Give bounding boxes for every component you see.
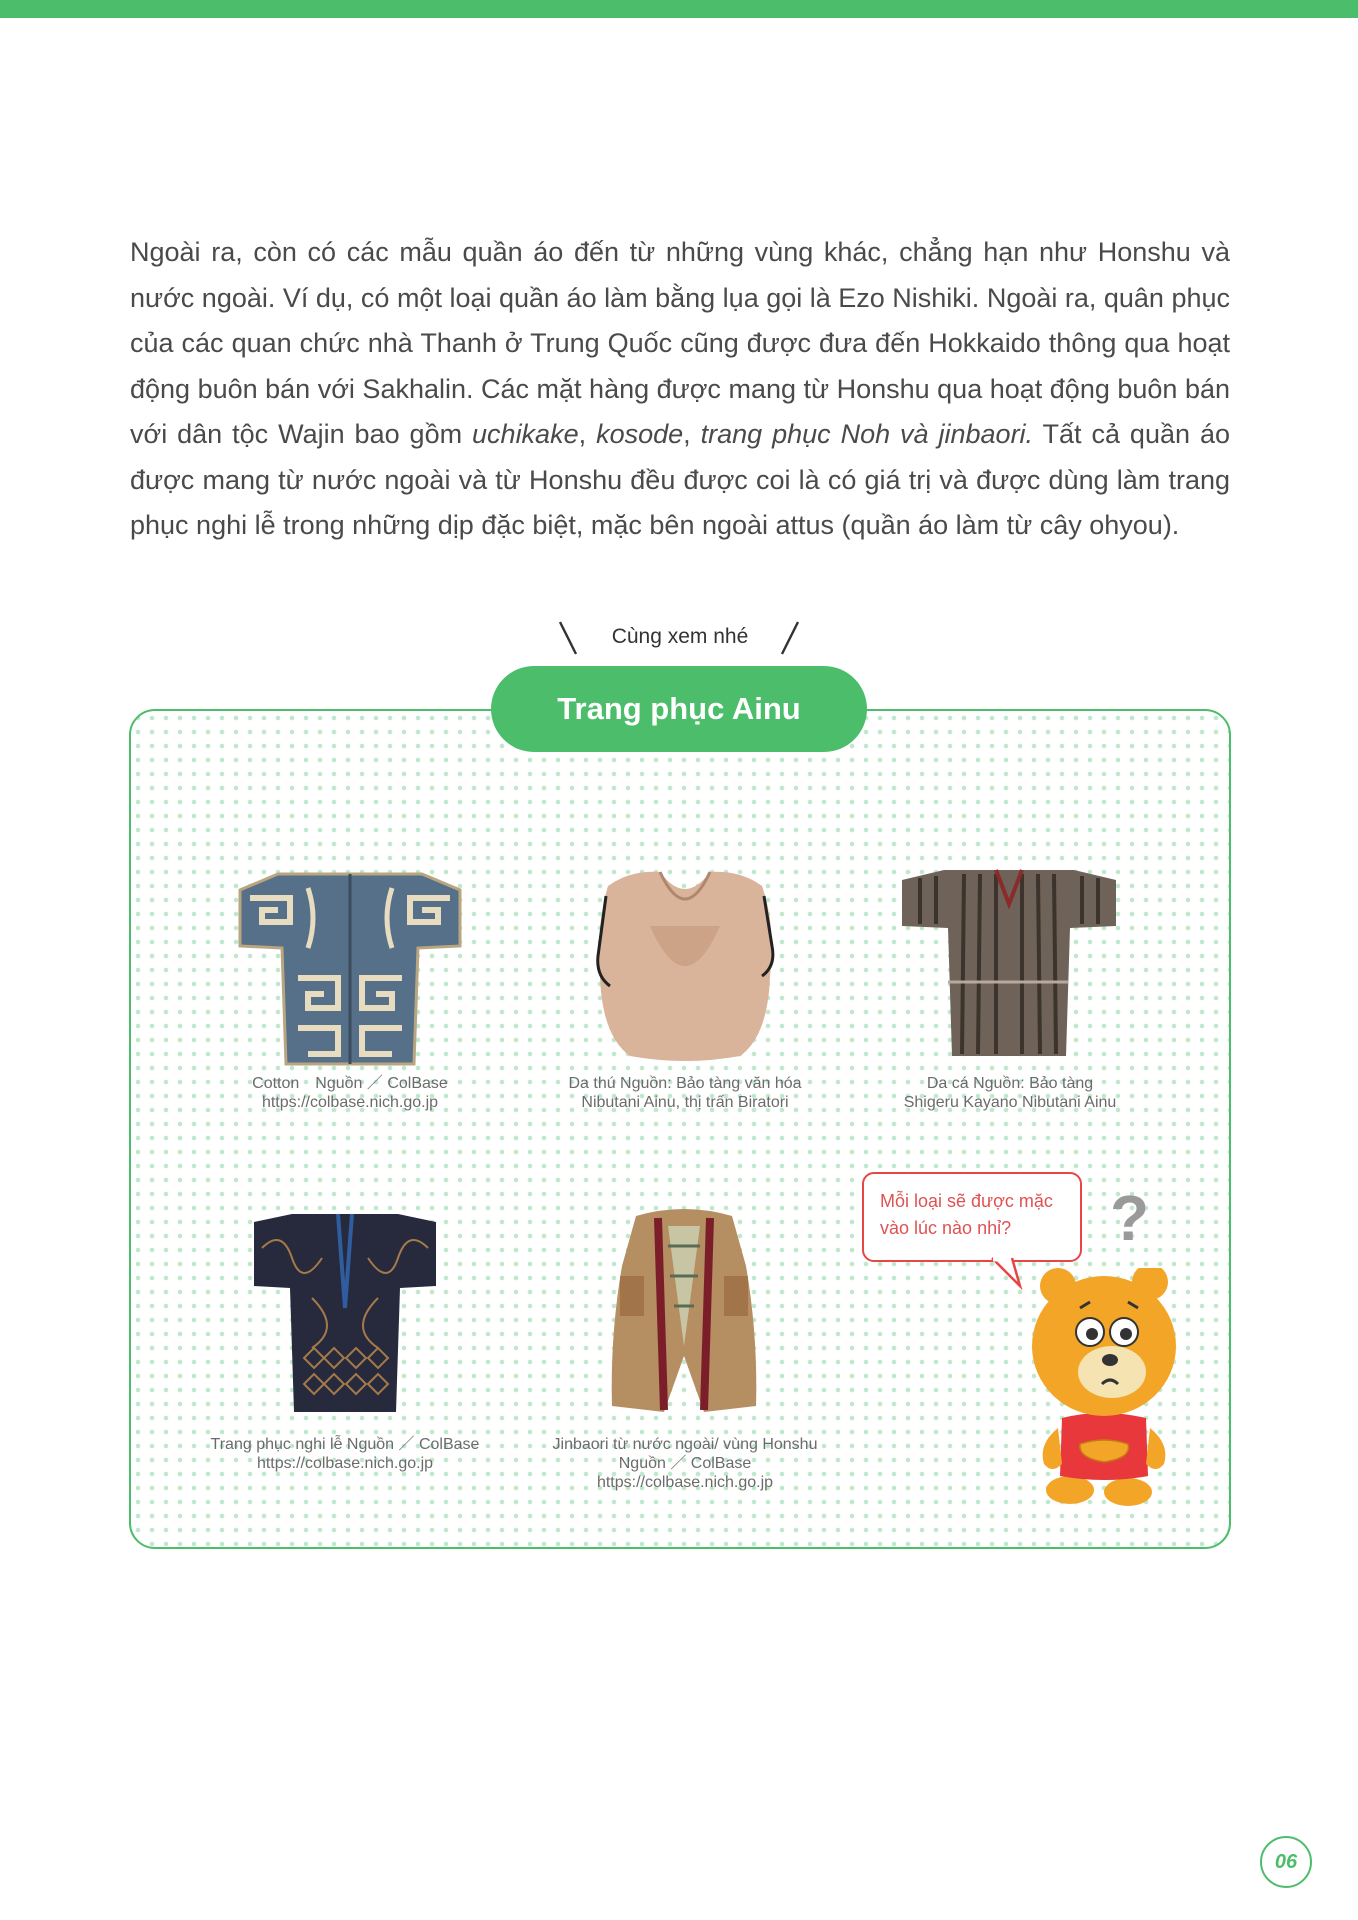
ceremonial-caption: Trang phục nghi lễ Nguồn ／ ColBase https://colbase.nich.go.jp <box>210 1436 480 1472</box>
body-paragraph: Ngoài ra, còn có các mẫu quần áo đến từ những vùng khác, chẳng hạn như Honshu và nước ngoài. Ví dụ, có một loại quần áo làm bằng lụa gọi là Ezo Nishiki. Ngoài ra, quân phục của các quan chức nhà Thanh ở Trung Quốc cũng được đưa đến Hokkaido thông qua hoạt động buôn bán với Sakhalin. Các mặt hàng được mang từ Honshu qua hoạt động buôn bán với dân tộc Wajin bao gồm uchikake, kosode, trang phục Noh và jinbaori. Tất cả quần áo được mang từ nước ngoài và từ Honshu đều được coi là có giá trị và được dùng làm trang phục nghi lễ trong những dịp đặc biệt, mặc bên ngoài attus (quần áo làm từ cây ohyou). <box>130 237 1230 540</box>
top-accent-bar <box>0 0 1358 18</box>
left-accent-line <box>558 620 578 656</box>
cotton-caption: Cotton Nguồn ／ ColBase https://colbase.nich.go.jp <box>252 1075 448 1111</box>
question-mark-icon: ? <box>1110 1182 1150 1254</box>
ceremonial-robe-image <box>252 1208 438 1416</box>
section-kicker: Cùng xem nhé <box>611 625 749 648</box>
jinbaori-caption: Jinbaori từ nước ngoài/ vùng Honshu Nguồn ／ ColBase https://colbase.nich.go.jp <box>552 1436 818 1491</box>
panel-title: Trang phục Ainu <box>491 666 867 752</box>
jinbaori-vest-image <box>606 1206 762 1416</box>
speech-bubble-tail <box>990 1256 1030 1290</box>
fish-skin-robe-image <box>900 864 1118 1060</box>
animal-hide-vest-image <box>590 866 780 1066</box>
page-number: 06 <box>1260 1836 1312 1888</box>
animal-hide-caption: Da thú Nguồn: Bảo tàng văn hóa Nibutani Ainu, thị trấn Biratori <box>568 1075 802 1111</box>
right-accent-line <box>780 620 800 656</box>
cotton-robe-image <box>238 868 462 1068</box>
bear-mascot-icon <box>1028 1268 1178 1508</box>
fish-skin-caption: Da cá Nguồn: Bảo tàng Shigeru Kayano Nibutani Ainu <box>903 1075 1117 1111</box>
speech-bubble: Mỗi loại sẽ được mặc vào lúc nào nhỉ? <box>862 1172 1082 1262</box>
